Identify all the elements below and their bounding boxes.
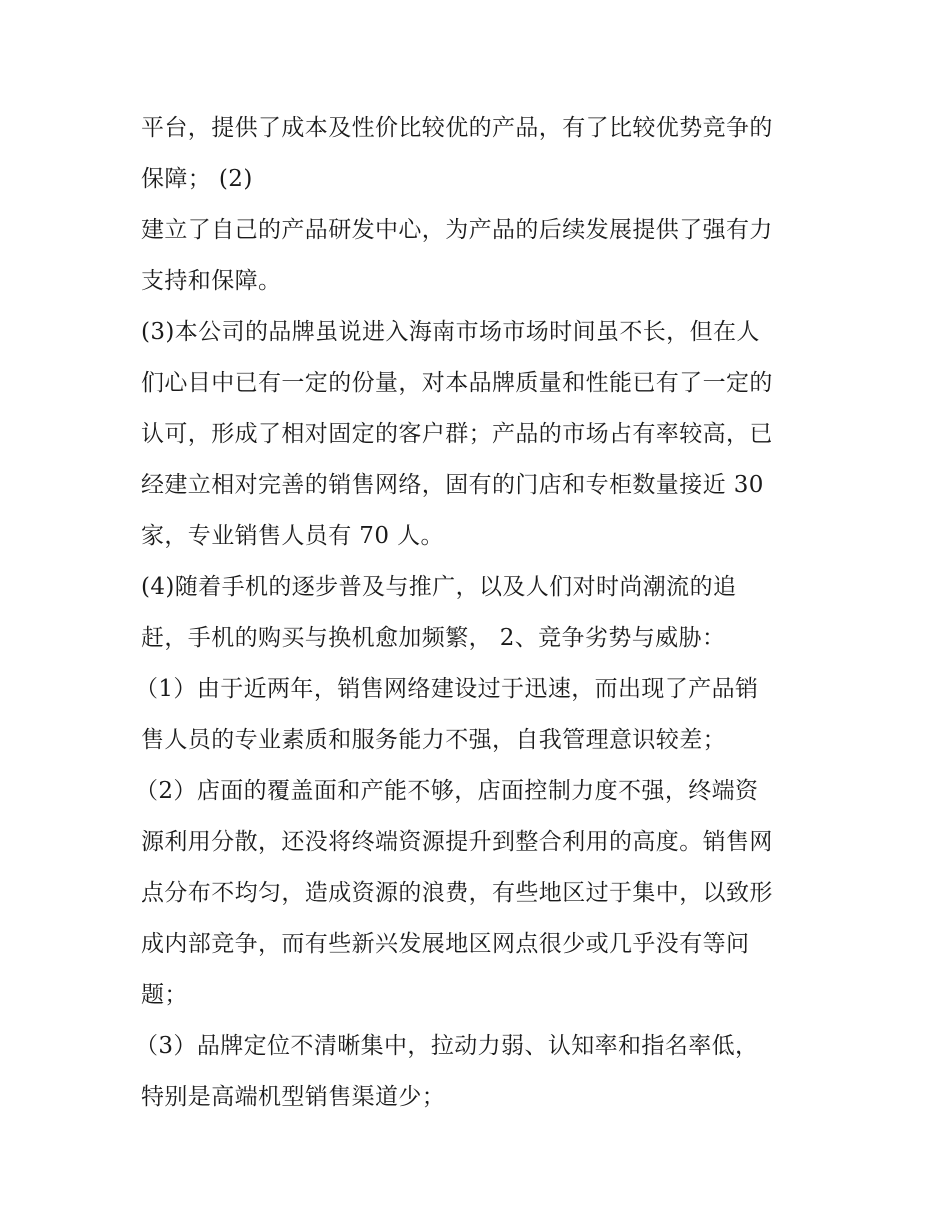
text-line: 售人员的专业素质和服务能力不强，自我管理意识较差； — [141, 727, 726, 753]
text-line: 源利用分散，还没将终端资源提升到整合利用的高度。销售网 — [141, 829, 773, 855]
text-line: 题； — [141, 982, 188, 1008]
text-line: 经建立相对完善的销售网络，固有的门店和专柜数量接近 30 — [141, 472, 764, 498]
text-line: (4)随着手机的逐步普及与推广，以及人们对时尚潮流的追 — [141, 574, 737, 600]
text-line: 成内部竞争，而有些新兴发展地区网点很少或几乎没有等问 — [141, 931, 750, 957]
text-line: 保障； (2) — [141, 166, 253, 192]
text-line: 特别是高端机型销售渠道少； — [141, 1084, 446, 1110]
text-line: 点分布不均匀，造成资源的浪费，有些地区过于集中，以致形 — [141, 880, 773, 906]
text-line: 们心目中已有一定的份量，对本品牌质量和性能已有了一定的 — [141, 370, 773, 396]
document-body — [135, 103, 821, 1123]
text-line: 赶，手机的购买与换机愈加频繁， 2、竞争劣势与威胁： — [141, 625, 726, 651]
text-line: （2）店面的覆盖面和产能不够，店面控制力度不强，终端资 — [135, 778, 759, 804]
text-line: 建立了自己的产品研发中心，为产品的后续发展提供了强有力 — [141, 217, 773, 243]
text-line: 平台，提供了成本及性价比较优的产品，有了比较优势竞争的 — [141, 115, 773, 141]
text-line: （1）由于近两年，销售网络建设过于迅速，而出现了产品销 — [135, 676, 759, 702]
text-line: 支持和保障。 — [141, 268, 282, 294]
text-line: (3)本公司的品牌虽说进入海南市场市场时间虽不长，但在人 — [141, 319, 760, 345]
text-line: 认可，形成了相对固定的客户群；产品的市场占有率较高，已 — [141, 421, 773, 447]
text-line: 家，专业销售人员有 70 人。 — [141, 523, 444, 549]
text-line: （3）品牌定位不清晰集中，拉动力弱、认知率和指名率低， — [135, 1033, 759, 1059]
